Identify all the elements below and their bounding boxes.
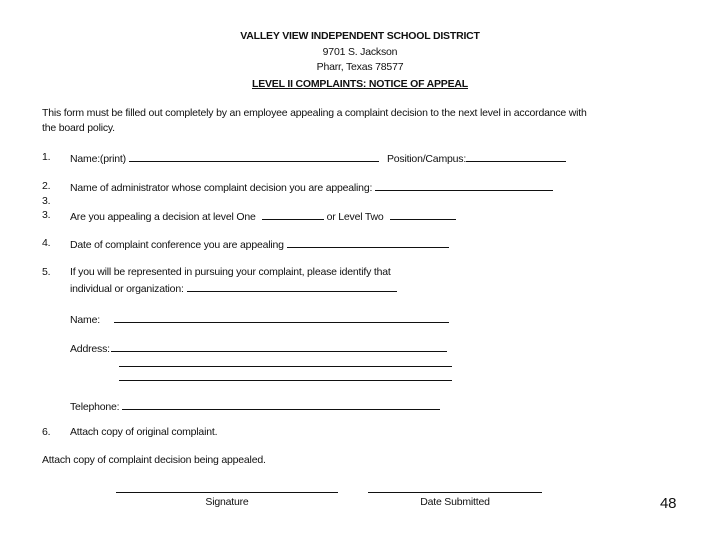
rep-address-field[interactable]: [111, 341, 447, 352]
form-title: LEVEL II COMPLAINTS: NOTICE OF APPEAL: [251, 78, 469, 90]
level-one-field[interactable]: [262, 209, 324, 220]
rep-address-label: Address:: [70, 343, 110, 355]
intro-line-2: the board policy.: [42, 122, 115, 134]
item-number: 1.: [42, 151, 51, 163]
item-number: 3.: [42, 209, 51, 221]
rep-telephone-field[interactable]: [122, 399, 440, 410]
intro-line-1: This form must be filled out completely by an employee appealing a complaint decision to the next level in accordance with: [42, 107, 587, 119]
rep-address-row: [70, 341, 447, 355]
date-submitted-label: Date Submitted: [420, 496, 490, 508]
organization-label: individual or organization:: [70, 283, 184, 295]
item-number: 5.: [42, 266, 51, 278]
organization-field[interactable]: [187, 281, 397, 292]
rep-address-line-3[interactable]: [119, 370, 452, 381]
signature-field[interactable]: [116, 482, 338, 493]
item-conference-date: [70, 237, 449, 251]
administrator-field[interactable]: [375, 180, 553, 191]
representation-label: If you will be represented in pursuing your complaint, please identify that: [70, 266, 391, 278]
level-label: Are you appealing a decision at level One: [70, 211, 256, 223]
position-field[interactable]: [466, 151, 566, 162]
attach-decision-label: Attach copy of complaint decision being appealed.: [42, 454, 266, 466]
item-number: 4.: [42, 237, 51, 249]
representation-row: [70, 281, 397, 295]
name-label: Name:(print): [70, 153, 126, 165]
signature-label: Signature: [205, 496, 249, 508]
position-label: Position/Campus:: [386, 153, 467, 165]
attach-original-label: Attach copy of original complaint.: [70, 426, 218, 438]
city-address: Pharr, Texas 78577: [316, 61, 404, 73]
street-address: 9701 S. Jackson: [322, 46, 398, 58]
district-name: VALLEY VIEW INDEPENDENT SCHOOL DISTRICT: [240, 30, 480, 42]
rep-name-field[interactable]: [114, 312, 449, 323]
level-two-label: or Level Two: [326, 211, 384, 223]
rep-name-label: Name:: [70, 314, 100, 326]
rep-telephone-label: Telephone:: [70, 401, 120, 413]
name-field[interactable]: [129, 151, 379, 162]
item-level: [70, 209, 456, 223]
item-number: 2.: [42, 180, 51, 192]
date-submitted-field[interactable]: [368, 482, 542, 493]
rep-telephone-row: [70, 399, 440, 413]
item-administrator: [70, 180, 553, 194]
conference-date-label: Date of complaint conference you are appealing: [70, 239, 284, 251]
rep-name-row: [70, 312, 449, 326]
rep-address-line-2[interactable]: [119, 356, 452, 367]
level-two-field[interactable]: [390, 209, 456, 220]
administrator-label: Name of administrator whose complaint decision you are appealing:: [70, 182, 373, 194]
item-number: 6.: [42, 426, 51, 438]
item-number: 3.: [42, 195, 51, 207]
item-name-position: [70, 151, 566, 165]
conference-date-field[interactable]: [287, 237, 449, 248]
page-number: 48: [660, 495, 677, 512]
